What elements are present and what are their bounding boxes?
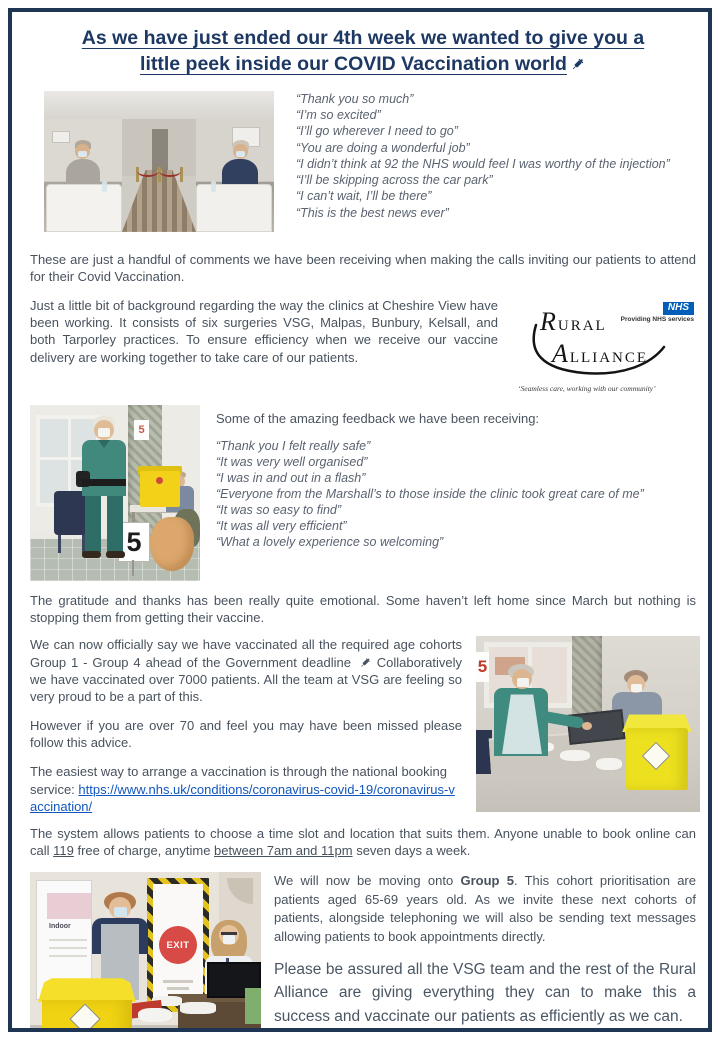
gratitude-paragraph: The gratitude and thanks has been really quite emotional. Some haven’t left home since March but nothing is stopping them from getting their vaccine. bbox=[30, 593, 696, 626]
clinic-chair bbox=[54, 491, 88, 535]
banner-text: Indoor bbox=[49, 923, 71, 931]
sharps-bin-lid bbox=[38, 978, 136, 1002]
page-border-frame bbox=[8, 8, 712, 1032]
official-text-1: We can now officially say we have vaccinated all the required age cohorts Group 1 - Group 4 ahead of the Government deadline bbox=[30, 637, 462, 670]
supplies bbox=[138, 1008, 172, 1022]
corner-number-sign: 5 bbox=[476, 652, 489, 682]
syringe-icon bbox=[570, 56, 586, 72]
nhs-booking-link[interactable]: https://www.nhs.uk/conditions/coronavirus-covid-19/coronavirus-vaccination/ bbox=[30, 781, 455, 814]
booking-paragraph bbox=[30, 763, 462, 814]
receptionist-right-mask bbox=[236, 151, 245, 157]
sanitiser-bottle bbox=[211, 181, 216, 192]
quote-line: “Thank you so much” bbox=[296, 91, 414, 106]
sanitiser-bottle bbox=[102, 181, 107, 192]
nurse-shoe bbox=[106, 551, 125, 558]
feedback-quote: “What a lovely experience so welcoming” bbox=[216, 535, 444, 550]
waste-bag bbox=[150, 517, 194, 571]
standing-person-mask bbox=[114, 907, 127, 917]
feedback-quote: “It was so easy to find” bbox=[216, 503, 342, 518]
nurse-leg bbox=[107, 496, 123, 552]
over70-paragraph: However if you are over 70 and feel you may have been missed please follow this advice. bbox=[30, 718, 462, 751]
nhs-logo: NHS bbox=[663, 302, 694, 315]
banner-image bbox=[47, 893, 91, 919]
quote-line: “I’m so excited” bbox=[296, 108, 381, 123]
paperwork bbox=[596, 758, 622, 770]
scrubs-belt bbox=[82, 479, 126, 486]
background-paragraph: Just a little bit of background regarding the way the clinics at Cheshire View have been working. It consists of six surgeries VSG, Malpas, Bunbury, Kelsall, and both Tarporley practices. To ensure efficiency when we receive our vaccine delivery are working together to take care of our patients. bbox=[30, 298, 498, 365]
progress-section bbox=[30, 636, 696, 814]
exit-small-text bbox=[167, 987, 189, 990]
group5-section bbox=[30, 872, 696, 1032]
group5-text-column bbox=[274, 872, 696, 1032]
feedback-quote: “I was in and out in a flash” bbox=[216, 471, 366, 486]
reception-desk-right bbox=[196, 184, 272, 232]
official-text-2: Collaboratively we have vaccinated over 7000 patients. All the team at VSG are feeling so very proud to be a part of this. bbox=[30, 654, 463, 704]
volunteer-mask bbox=[631, 684, 642, 692]
nurse-shoe bbox=[82, 551, 101, 558]
feedback-quote: “Everyone from the Marshall’s to those inside the clinic took great care of me” bbox=[216, 487, 644, 502]
queue-rope bbox=[159, 165, 181, 177]
corridor-ceiling bbox=[44, 91, 274, 121]
rural-alliance-logo bbox=[514, 297, 696, 393]
exit-banner-inner bbox=[153, 884, 203, 1006]
title-line1: As we have just ended our 4th week we wanted to give you a bbox=[81, 27, 645, 49]
green-bag bbox=[245, 988, 261, 1024]
feedback-section bbox=[30, 405, 696, 581]
group5-text-2: . This cohort prioritisation are patients aged 65-69 years old. As we invite these next cohorts of patients, alongside telephoning we will also be sending text messages allowing patients to book appointments directly. bbox=[274, 873, 696, 944]
official-paragraph bbox=[30, 636, 462, 705]
wall-sign bbox=[52, 131, 70, 143]
banner-line bbox=[49, 939, 87, 941]
curtain-number-sign: 5 bbox=[134, 420, 149, 440]
feedback-quote: “It was very well organised” bbox=[216, 455, 368, 470]
nurse-mask bbox=[517, 678, 529, 687]
nurse-scrubs-top bbox=[82, 440, 126, 496]
logo-initial-r: R bbox=[540, 307, 558, 337]
nurse-leg bbox=[85, 496, 101, 552]
feedback-list bbox=[216, 405, 696, 581]
receptionist-left-mask bbox=[78, 151, 87, 157]
system-text-1: The system allows patients to choose a time slot and location that suits them. Anyone unable to book online can call bbox=[30, 825, 696, 859]
system-text-3: seven days a week. bbox=[352, 843, 471, 859]
quote-line: “I can’t wait, I’ll be there” bbox=[296, 189, 432, 204]
vaccination-table-photo bbox=[476, 636, 700, 812]
system-text-2: free of charge, anytime bbox=[73, 843, 215, 859]
phone-quotes-list bbox=[296, 91, 670, 232]
chair-leg bbox=[58, 535, 61, 553]
page-title bbox=[30, 26, 696, 78]
exit-small-text bbox=[163, 980, 193, 983]
quote-line: “This is the best news ever” bbox=[296, 205, 449, 220]
exit-sign: EXIT bbox=[159, 926, 197, 964]
sign-stand bbox=[132, 560, 134, 576]
reception-desk-left bbox=[46, 184, 122, 232]
phone-number-119: 119 bbox=[53, 843, 74, 859]
booking-text: The easiest way to arrange a vaccination is through the national booking service: bbox=[30, 764, 447, 797]
paperwork bbox=[180, 1002, 216, 1014]
nhs-caption: Providing NHS services bbox=[620, 316, 694, 324]
closing-paragraph: Please be assured all the VSG team and the rest of the Rural Alliance are giving everything they can to make this a success and vaccinate our patients as efficiently as we can. bbox=[274, 961, 696, 1025]
logo-rest-ural: URAL bbox=[557, 318, 607, 335]
quote-line: “You are doing a wonderful job” bbox=[296, 140, 470, 155]
reception-photo bbox=[30, 872, 261, 1032]
feedback-quote: “Thank you I felt really safe” bbox=[216, 439, 371, 454]
banner-line bbox=[49, 955, 87, 957]
logo-tagline: ‘Seamless care, working with our community’ bbox=[518, 384, 656, 394]
logo-swoosh bbox=[514, 323, 674, 379]
feedback-heading: Some of the amazing feedback we have been receiving: bbox=[216, 411, 540, 427]
queue-rope bbox=[137, 165, 159, 177]
logo-rest-lliance: LLIANCE bbox=[569, 350, 649, 367]
nurse-mask bbox=[98, 428, 110, 437]
corridor-photo bbox=[44, 91, 274, 232]
quote-line: “I’ll be skipping across the car park” bbox=[296, 173, 493, 188]
group5-text-1: We will now be moving onto bbox=[274, 873, 461, 889]
title-line2: little peek inside our COVID Vaccination world bbox=[140, 52, 567, 75]
comments-paragraph: These are just a handful of comments we have been receiving when making the calls inviting our patients to attend for their Covid Vaccination. bbox=[30, 251, 696, 284]
intro-section bbox=[44, 91, 696, 232]
group5-paragraph bbox=[274, 872, 696, 946]
station-number-sign: 5 bbox=[118, 522, 150, 562]
seated-person-mask bbox=[223, 935, 235, 944]
background-section bbox=[30, 297, 696, 393]
banner-line bbox=[49, 947, 87, 949]
clinic-photo bbox=[30, 405, 200, 581]
exit-banner bbox=[147, 878, 209, 1012]
quote-line: “I’ll go wherever I need to go” bbox=[296, 124, 458, 139]
system-paragraph bbox=[30, 825, 696, 859]
opening-hours: between 7am and 11pm bbox=[214, 843, 353, 859]
quote-line: “I didn’t think at 92 the NHS would feel I was worthy of the injection” bbox=[296, 156, 670, 171]
scrubs-vneck bbox=[98, 440, 110, 448]
logo-initial-a: A bbox=[552, 339, 570, 369]
paperwork bbox=[560, 750, 590, 761]
progress-text-column bbox=[30, 636, 462, 814]
syringe-icon bbox=[359, 656, 372, 669]
group5-bold: Group 5 bbox=[460, 873, 514, 889]
feedback-quote: “It was all very efficient” bbox=[216, 519, 347, 534]
